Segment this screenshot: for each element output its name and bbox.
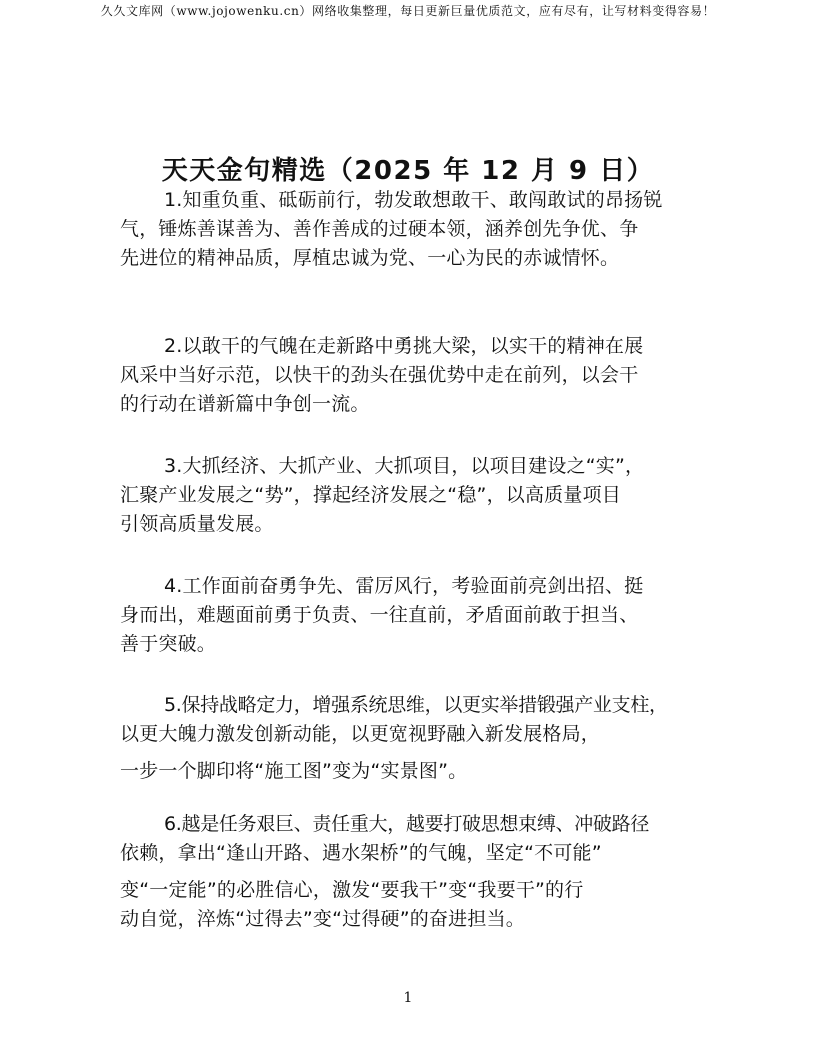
paragraph-line: 先进位的精神品质，厚植忠诚为党、一心为民的赤诚情怀。 [120,247,620,269]
paragraph-line: 以更大魄力激发创新动能，以更宽视野融入新发展格局， [120,723,601,745]
paragraph-2 [120,332,643,419]
page-number: 1 [403,990,413,1006]
paragraph-line: 引领高质量发展。 [120,513,274,535]
paragraph-6 [120,810,649,934]
paragraph-line: 善于突破。 [120,633,217,655]
paragraph-line: 的行动在谱新篇中争创一流。 [120,393,370,415]
paragraph-line: 汇聚产业发展之“势”，撑起经济发展之“稳”，以高质量项目 [120,484,621,506]
paragraph-line: 4.工作面前奋勇争先、雷厉风行，考验面前亮剑出招、挺 [164,575,644,597]
paragraph-3 [120,452,644,539]
document-title: 天天金句精选（2025 年 12 月 9 日） [161,156,655,186]
paragraph-4 [120,572,643,659]
paragraph-line: 1.知重负重、砥砺前行，勃发敢想敢干、敢闯敢试的昂扬锐 [164,189,663,211]
header-text: 久久文库网（www.jojowenku.cn）网络收集整理，每日更新巨量优质范文，应有尽有，让写材料变得容易！ [100,4,716,18]
paragraph-line: 依赖，拿出“逢山开路、遇水架桥”的气魄，坚定“不可能” [120,842,602,864]
paragraph-line: 6.越是任务艰巨、责任重大，越要打破思想束缚、冲破路径 [164,813,650,835]
paragraph-line: 5.保持战略定力，增强系统思维，以更实举措锻强产业支柱， [164,694,668,716]
site-header [0,2,816,19]
paragraph-line: 身而出，难题面前勇于负责、一往直前，矛盾面前敢于担当、 [120,604,639,626]
paragraph-line: 2.以敢干的气魄在走新路中勇挑大梁，以实干的精神在展 [164,335,644,357]
paragraph-line: 动自觉，淬炼“过得去”变“过得硬”的奋进担当。 [120,908,525,930]
paragraph-line: 一步一个脚印将“施工图”变为“实景图”。 [120,760,468,782]
paragraph-5 [120,691,668,786]
paragraph-line: 风采中当好示范，以快干的劲头在强优势中走在前列，以会干 [120,364,639,386]
paragraph-line: 3.大抓经济、大抓产业、大抓项目，以项目建设之“实”， [164,455,645,477]
paragraph-1 [120,186,663,273]
paragraph-line: 气，锤炼善谋善为、善作善成的过硬本领，涵养创先争优、争 [120,218,639,240]
paragraph-line: 变“一定能”的必胜信心，激发“要我干”变“我要干”的行 [120,879,584,901]
